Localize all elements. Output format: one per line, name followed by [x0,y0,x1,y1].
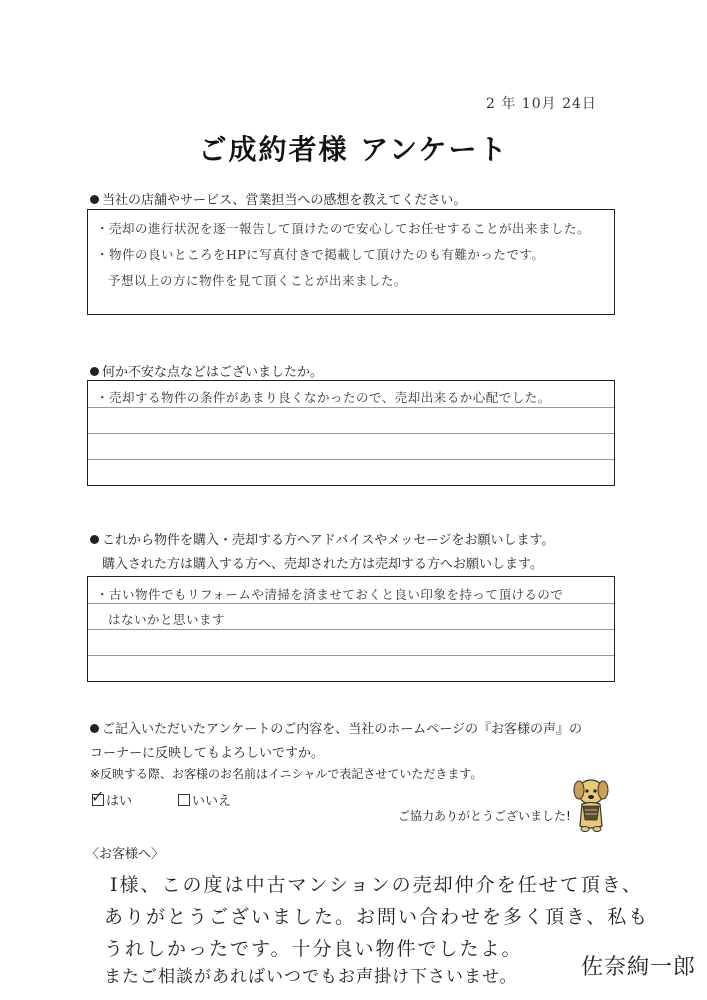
answer-box-2 [87,380,615,486]
thanks-message: ご協力ありがとうございました! [398,809,571,823]
option-yes-label: はい [106,794,133,809]
question-4-sub: コーナーに反映してもよろしいですか。 [90,746,325,761]
answer-1-line-2: ・物件の良いところをHPに写真付きで掲載して頂けたのも有難かったです。 [96,247,545,262]
reply-heading: 〈お客様へ〉 [86,847,165,862]
answer-2-line-1: ・売却する物件の条件があまり良くなかったので、売却出来るか心配でした。 [96,390,551,405]
reply-line-4: またご相談があればいつでもお声掛け下さいませ。 [104,967,518,987]
ruled-line [88,655,614,656]
question-3-text: これから物件を購入・売却する方へアドバイスやメッセージをお願いします。 [102,533,555,548]
answer-3-line-2: はないかと思います [108,612,226,627]
answer-1-line-1: ・売却の進行状況を逐一報告して頂けたので安心してお任せすることが出来ました。 [96,221,591,236]
dog-mascot-icon [568,774,614,836]
ruled-line [88,459,614,460]
option-no[interactable] [178,790,231,809]
answer-box-1 [87,209,615,315]
bullet-icon [90,367,99,376]
answer-3-line-1: ・古い物件でもリフォームや清掃を済ませておくと良い印象を持って頂けるので [96,587,564,602]
answer-box-3 [87,576,615,682]
page-title: ご成約者様 アンケート [198,133,509,166]
checkbox-yes[interactable] [91,787,105,806]
ruled-line [88,603,614,604]
checkmark-icon: ✓ [91,787,105,806]
ruled-line [88,407,614,408]
reply-line-3: うれしかったです。十分良い物件でしたよ。 [104,938,523,960]
question-2 [90,361,323,380]
option-yes[interactable] [91,787,133,809]
bullet-icon [90,195,99,204]
question-3-sub: 購入された方は購入する方へ、売却された方は売却する方へお願いします。 [102,557,543,572]
checkbox-no[interactable] [178,794,190,806]
bullet-icon [90,724,99,733]
question-1 [90,189,466,208]
option-no-label: いいえ [192,794,232,809]
question-1-text: 当社の店舗やサービス、営業担当への感想を教えてください。 [102,193,467,208]
question-3 [90,529,554,548]
reply-line-2: ありがとうございました。お問い合わせを多く頂き、私も [104,906,650,928]
reply-line-1: I様、この度は中古マンションの売却仲介を任せて頂き、 [110,874,643,896]
answer-1-line-3: 予想以上の方に物件を見て頂くことが出来ました。 [108,273,408,288]
bullet-icon [90,535,99,544]
ruled-line [88,629,614,630]
question-4-note: ※反映する際、お客様のお名前はイニシャルで表記させていただきます。 [90,767,483,781]
question-4 [90,718,582,737]
question-2-text: 何か不安な点などはございましたか。 [102,365,324,380]
question-4-text: ご記入いただいたアンケートのご内容を、当社のホームページの『お客様の声』の [102,722,582,737]
signature: 佐奈絢一郎 [581,955,697,980]
ruled-line [88,433,614,434]
date: 2 年 10月 24日 [486,96,597,112]
